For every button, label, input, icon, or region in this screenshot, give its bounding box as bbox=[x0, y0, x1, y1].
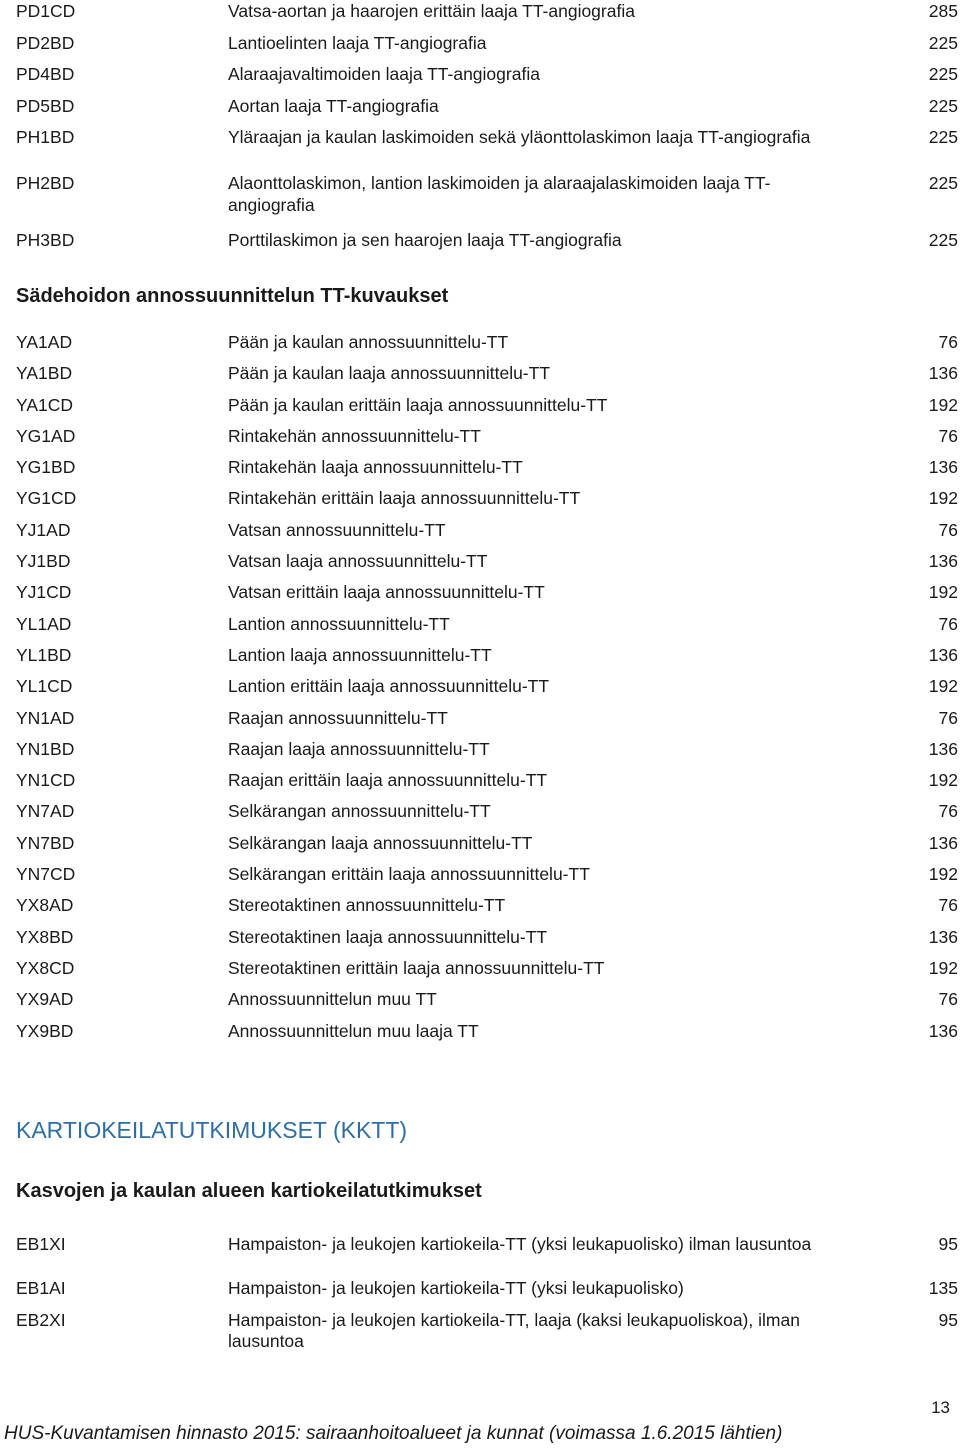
price-row bbox=[16, 801, 958, 832]
procedure-price: 136 bbox=[928, 644, 958, 665]
procedure-price: 192 bbox=[928, 676, 958, 697]
procedure-description: Pään ja kaulan erittäin laaja annossuunnittelu-TT bbox=[228, 394, 608, 415]
price-row bbox=[16, 708, 958, 739]
procedure-description: Stereotaktinen erittäin laaja annossuunnittelu-TT bbox=[228, 957, 605, 978]
procedure-price: 225 bbox=[928, 32, 958, 53]
procedure-price: 192 bbox=[928, 864, 958, 885]
procedure-description: Rintakehän laaja annossuunnittelu-TT bbox=[228, 457, 523, 478]
procedure-price: 76 bbox=[938, 895, 958, 916]
procedure-description: Aortan laaja TT-angiografia bbox=[228, 95, 439, 116]
procedure-description: Alaonttolaskimon, lantion laskimoiden ja alaraajalaskimoiden laaja TT-angiografia bbox=[228, 173, 771, 215]
price-row bbox=[16, 1310, 958, 1354]
price-row bbox=[16, 989, 958, 1020]
procedure-price: 192 bbox=[928, 488, 958, 509]
price-row bbox=[16, 63, 958, 95]
procedure-price: 136 bbox=[928, 457, 958, 478]
price-row bbox=[16, 520, 958, 551]
procedure-description: Vatsan erittäin laaja annossuunnittelu-TT bbox=[228, 582, 545, 603]
procedure-description: Hampaiston- ja leukojen kartiokeila-TT, laaja (kaksi leukapuoliskoa), ilman lausuntoa bbox=[228, 1310, 800, 1351]
procedure-price: 76 bbox=[938, 707, 958, 728]
procedure-description: Selkärangan erittäin laaja annossuunnittelu-TT bbox=[228, 864, 590, 885]
procedure-code: YX8CD bbox=[16, 957, 75, 978]
procedure-code: PH2BD bbox=[16, 173, 75, 193]
procedure-code: PD2BD bbox=[16, 32, 75, 53]
procedure-code: YN1CD bbox=[16, 770, 76, 791]
procedure-code: YN1AD bbox=[16, 707, 75, 728]
price-row bbox=[16, 488, 958, 519]
procedure-code: YG1BD bbox=[16, 457, 76, 478]
procedure-code: YX8BD bbox=[16, 926, 74, 947]
procedure-price: 285 bbox=[928, 1, 958, 21]
procedure-code: YL1BD bbox=[16, 644, 72, 665]
procedure-price: 136 bbox=[928, 1020, 958, 1041]
procedure-code: YA1BD bbox=[16, 363, 73, 384]
price-row bbox=[16, 332, 958, 363]
procedure-code: YG1CD bbox=[16, 488, 77, 509]
price-row bbox=[16, 864, 958, 895]
procedure-price: 192 bbox=[928, 582, 958, 603]
page-number: 13 bbox=[931, 1398, 950, 1417]
price-row bbox=[16, 32, 958, 64]
price-row bbox=[16, 426, 958, 457]
page-footer: HUS-Kuvantamisen hinnasto 2015: sairaanhoitoalueet ja kunnat (voimassa 1.6.2015 lähtien) bbox=[4, 1423, 783, 1444]
procedure-description: Hampaiston- ja leukojen kartiokeila-TT (yksi leukapuolisko) ilman lausuntoa bbox=[228, 1234, 812, 1254]
radiotherapy-price-list bbox=[16, 332, 958, 1052]
procedure-code: YN1BD bbox=[16, 738, 75, 759]
procedure-description: Yläraajan ja kaulan laskimoiden sekä yläonttolaskimon laaja TT-angiografia bbox=[228, 127, 811, 147]
procedure-description: Lantion laaja annossuunnittelu-TT bbox=[228, 644, 492, 665]
price-row bbox=[16, 229, 958, 261]
procedure-price: 225 bbox=[928, 95, 958, 116]
price-row bbox=[16, 614, 958, 645]
price-row bbox=[16, 770, 958, 801]
radiotherapy-heading: Sädehoidon annossuunnittelun TT-kuvaukset bbox=[16, 285, 449, 307]
procedure-code: YJ1BD bbox=[16, 551, 71, 572]
procedure-description: Lantioelinten laaja TT-angiografia bbox=[228, 32, 487, 53]
procedure-code: EB1AI bbox=[16, 1278, 66, 1298]
procedure-price: 225 bbox=[928, 173, 958, 193]
procedure-code: YX9AD bbox=[16, 989, 74, 1010]
price-row bbox=[16, 833, 958, 864]
procedure-price: 136 bbox=[928, 738, 958, 759]
procedure-code: EB2XI bbox=[16, 1310, 66, 1330]
procedure-price: 76 bbox=[938, 519, 958, 540]
procedure-description: Rintakehän annossuunnittelu-TT bbox=[228, 425, 481, 446]
procedure-code: PD4BD bbox=[16, 64, 75, 84]
procedure-code: YN7AD bbox=[16, 801, 75, 822]
procedure-price: 136 bbox=[928, 926, 958, 947]
procedure-code: YJ1AD bbox=[16, 519, 71, 540]
procedure-description: Porttilaskimon ja sen haarojen laaja TT-angiografia bbox=[228, 230, 622, 250]
procedure-description: Selkärangan laaja annossuunnittelu-TT bbox=[228, 832, 533, 853]
procedure-code: YG1AD bbox=[16, 425, 76, 446]
price-row bbox=[16, 739, 958, 770]
price-row bbox=[16, 1234, 958, 1278]
procedure-code: PH3BD bbox=[16, 230, 75, 250]
procedure-code: PD5BD bbox=[16, 95, 75, 116]
price-row bbox=[16, 895, 958, 926]
price-row bbox=[16, 676, 958, 707]
procedure-price: 76 bbox=[938, 425, 958, 446]
price-row bbox=[16, 457, 958, 488]
price-row bbox=[16, 958, 958, 989]
procedure-price: 76 bbox=[938, 801, 958, 822]
procedure-price: 225 bbox=[928, 64, 958, 84]
procedure-description: Hampaiston- ja leukojen kartiokeila-TT (yksi leukapuolisko) bbox=[228, 1278, 684, 1298]
price-row bbox=[16, 1021, 958, 1052]
kktt-price-list bbox=[16, 1234, 958, 1354]
procedure-code: YA1AD bbox=[16, 332, 73, 352]
procedure-code: EB1XI bbox=[16, 1234, 66, 1254]
procedure-price: 95 bbox=[938, 1234, 958, 1254]
procedure-price: 136 bbox=[928, 363, 958, 384]
procedure-price: 76 bbox=[938, 613, 958, 634]
procedure-price: 95 bbox=[938, 1310, 958, 1330]
procedure-description: Raajan annossuunnittelu-TT bbox=[228, 707, 448, 728]
procedure-description: Vatsa-aortan ja haarojen erittäin laaja TT-angiografia bbox=[228, 1, 635, 21]
procedure-description: Lantion erittäin laaja annossuunnittelu-TT bbox=[228, 676, 550, 697]
price-row bbox=[16, 363, 958, 394]
procedure-price: 192 bbox=[928, 770, 958, 791]
angiography-price-list bbox=[16, 0, 958, 261]
price-row bbox=[16, 645, 958, 676]
procedure-price: 76 bbox=[938, 989, 958, 1010]
procedure-price: 225 bbox=[928, 230, 958, 250]
procedure-description: Raajan erittäin laaja annossuunnittelu-TT bbox=[228, 770, 548, 791]
procedure-code: YX8AD bbox=[16, 895, 74, 916]
procedure-price: 192 bbox=[928, 394, 958, 415]
procedure-description: Alaraajavaltimoiden laaja TT-angiografia bbox=[228, 64, 540, 84]
procedure-price: 136 bbox=[928, 551, 958, 572]
procedure-price: 225 bbox=[928, 127, 958, 147]
procedure-description: Pään ja kaulan laaja annossuunnittelu-TT bbox=[228, 363, 551, 384]
price-row bbox=[16, 395, 958, 426]
price-row bbox=[16, 582, 958, 613]
procedure-code: YA1CD bbox=[16, 394, 74, 415]
kktt-section-title: KARTIOKEILATUTKIMUKSET (KKTT) bbox=[16, 1117, 408, 1143]
procedure-code: PH1BD bbox=[16, 127, 75, 147]
procedure-description: Pään ja kaulan annossuunnittelu-TT bbox=[228, 332, 509, 352]
procedure-code: YJ1CD bbox=[16, 582, 72, 603]
procedure-code: PD1CD bbox=[16, 1, 76, 21]
kktt-heading: Kasvojen ja kaulan alueen kartiokeilatutkimukset bbox=[16, 1180, 482, 1202]
procedure-description: Vatsan annossuunnittelu-TT bbox=[228, 519, 446, 540]
procedure-code: YL1CD bbox=[16, 676, 73, 697]
procedure-code: YL1AD bbox=[16, 613, 72, 634]
price-row bbox=[16, 927, 958, 958]
procedure-description: Raajan laaja annossuunnittelu-TT bbox=[228, 738, 490, 759]
procedure-description: Rintakehän erittäin laaja annossuunnittelu-TT bbox=[228, 488, 581, 509]
procedure-code: YN7BD bbox=[16, 832, 75, 853]
price-row bbox=[16, 95, 958, 127]
procedure-description: Annossuunnittelun muu laaja TT bbox=[228, 1020, 479, 1041]
price-row bbox=[16, 172, 958, 229]
procedure-price: 76 bbox=[938, 332, 958, 352]
procedure-description: Stereotaktinen annossuunnittelu-TT bbox=[228, 895, 506, 916]
price-row bbox=[16, 551, 958, 582]
price-row bbox=[16, 1278, 958, 1310]
procedure-code: YN7CD bbox=[16, 864, 76, 885]
price-row bbox=[16, 0, 958, 32]
price-row bbox=[16, 126, 958, 172]
procedure-code: YX9BD bbox=[16, 1020, 74, 1041]
procedure-price: 136 bbox=[928, 832, 958, 853]
procedure-description: Vatsan laaja annossuunnittelu-TT bbox=[228, 551, 488, 572]
procedure-description: Stereotaktinen laaja annossuunnittelu-TT bbox=[228, 926, 548, 947]
procedure-description: Annossuunnittelun muu TT bbox=[228, 989, 437, 1010]
procedure-price: 135 bbox=[928, 1278, 958, 1298]
procedure-description: Lantion annossuunnittelu-TT bbox=[228, 613, 450, 634]
procedure-price: 192 bbox=[928, 957, 958, 978]
procedure-description: Selkärangan annossuunnittelu-TT bbox=[228, 801, 491, 822]
